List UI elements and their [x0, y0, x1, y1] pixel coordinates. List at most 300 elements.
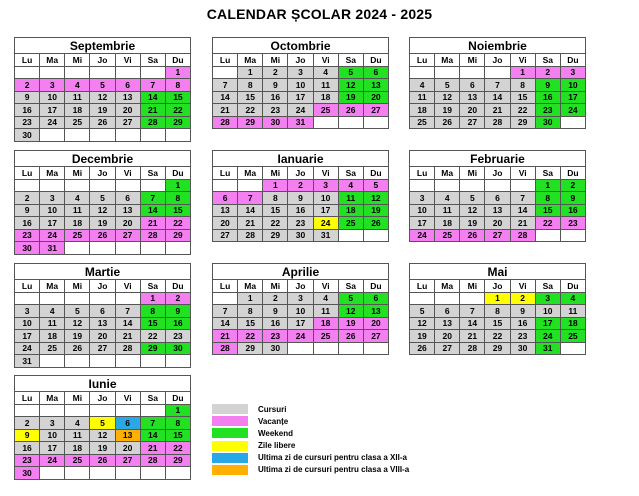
- weekday-header: Sa: [338, 54, 363, 67]
- day-cell: 8: [535, 192, 560, 205]
- day-cell: 27: [460, 116, 485, 129]
- day-cell: 10: [313, 192, 338, 205]
- month-name: Octombrie: [213, 38, 389, 54]
- day-cell: 25: [313, 330, 338, 343]
- empty-cell: [115, 404, 140, 417]
- day-cell: 7: [115, 305, 140, 318]
- day-cell: 23: [15, 454, 40, 467]
- day-cell: 19: [65, 330, 90, 343]
- day-cell: 23: [263, 330, 288, 343]
- day-cell: 17: [313, 204, 338, 217]
- day-cell: 1: [165, 66, 190, 79]
- day-cell: 4: [435, 192, 460, 205]
- month-calendar: [14, 37, 191, 142]
- empty-cell: [40, 129, 65, 142]
- day-cell: 27: [213, 229, 238, 242]
- day-cell: 31: [313, 229, 338, 242]
- day-cell: 13: [435, 317, 460, 330]
- day-cell: 4: [313, 66, 338, 79]
- empty-cell: [65, 66, 90, 79]
- weekday-header: Vi: [510, 54, 535, 67]
- weekday-header: Lu: [15, 167, 40, 180]
- weekday-header: Vi: [115, 280, 140, 293]
- day-cell: 14: [140, 429, 165, 442]
- day-cell: 2: [15, 192, 40, 205]
- weekday-header: Lu: [410, 167, 435, 180]
- day-cell: 18: [65, 104, 90, 117]
- day-cell: 13: [485, 204, 510, 217]
- day-cell: 9: [15, 91, 40, 104]
- day-cell: 5: [338, 292, 363, 305]
- day-cell: 5: [410, 305, 435, 318]
- day-cell: 9: [288, 192, 313, 205]
- weekday-header: Sa: [140, 280, 165, 293]
- day-cell: 9: [510, 305, 535, 318]
- day-cell: 16: [263, 317, 288, 330]
- weekday-header: Mi: [263, 280, 288, 293]
- day-cell: 17: [40, 442, 65, 455]
- empty-cell: [560, 342, 585, 355]
- legend-swatch: [212, 465, 248, 475]
- day-cell: 21: [213, 330, 238, 343]
- day-cell: 7: [213, 305, 238, 318]
- day-cell: 26: [65, 342, 90, 355]
- month-calendar: [409, 37, 586, 129]
- empty-cell: [140, 404, 165, 417]
- empty-cell: [90, 242, 115, 255]
- day-cell: 13: [115, 91, 140, 104]
- day-cell: 6: [485, 192, 510, 205]
- day-cell: 8: [165, 417, 190, 430]
- day-cell: 29: [510, 116, 535, 129]
- day-cell: 21: [213, 104, 238, 117]
- weekday-header: Du: [560, 54, 585, 67]
- day-cell: 6: [213, 192, 238, 205]
- day-cell: 17: [410, 217, 435, 230]
- day-cell: 28: [213, 116, 238, 129]
- legend-label: Zile libere: [258, 441, 296, 451]
- day-cell: 20: [115, 442, 140, 455]
- weekday-header: Jo: [90, 392, 115, 405]
- empty-cell: [435, 292, 460, 305]
- day-cell: 3: [40, 417, 65, 430]
- day-cell: 3: [15, 305, 40, 318]
- day-cell: 23: [15, 229, 40, 242]
- legend-swatch: [212, 404, 248, 414]
- day-cell: 21: [140, 217, 165, 230]
- month-calendar: [212, 150, 389, 242]
- weekday-header: Jo: [288, 280, 313, 293]
- day-cell: 4: [65, 417, 90, 430]
- day-cell: 2: [15, 417, 40, 430]
- day-cell: 24: [410, 229, 435, 242]
- day-cell: 1: [485, 292, 510, 305]
- day-cell: 6: [115, 417, 140, 430]
- weekday-header: Vi: [115, 167, 140, 180]
- day-cell: 30: [165, 342, 190, 355]
- legend-label: Weekend: [258, 428, 293, 438]
- weekday-header: Ma: [238, 167, 263, 180]
- empty-cell: [510, 179, 535, 192]
- day-cell: 27: [485, 229, 510, 242]
- day-cell: 21: [140, 442, 165, 455]
- empty-cell: [338, 229, 363, 242]
- empty-cell: [65, 242, 90, 255]
- weekday-header: Mi: [65, 280, 90, 293]
- day-cell: 20: [460, 104, 485, 117]
- day-cell: 1: [535, 179, 560, 192]
- day-cell: 21: [238, 217, 263, 230]
- day-cell: 21: [460, 330, 485, 343]
- day-cell: 7: [140, 79, 165, 92]
- weekday-header: Ma: [435, 54, 460, 67]
- day-cell: 18: [560, 317, 585, 330]
- day-cell: 5: [435, 79, 460, 92]
- weekday-header: Vi: [510, 280, 535, 293]
- weekday-header: Du: [165, 280, 190, 293]
- day-cell: 13: [115, 204, 140, 217]
- day-cell: 7: [485, 79, 510, 92]
- weekday-header: Jo: [485, 167, 510, 180]
- day-cell: 18: [410, 104, 435, 117]
- weekday-header: Du: [165, 54, 190, 67]
- day-cell: 12: [65, 317, 90, 330]
- day-cell: 23: [288, 217, 313, 230]
- day-cell: 4: [560, 292, 585, 305]
- legend-item: [212, 403, 409, 415]
- day-cell: 3: [288, 292, 313, 305]
- weekday-header: Lu: [15, 280, 40, 293]
- weekday-header: Du: [165, 392, 190, 405]
- day-cell: 28: [460, 342, 485, 355]
- empty-cell: [65, 355, 90, 368]
- empty-cell: [65, 179, 90, 192]
- day-cell: 21: [485, 104, 510, 117]
- weekday-header: Lu: [213, 54, 238, 67]
- day-cell: 9: [263, 79, 288, 92]
- day-cell: 5: [338, 66, 363, 79]
- day-cell: 11: [65, 204, 90, 217]
- empty-cell: [363, 116, 388, 129]
- empty-cell: [65, 129, 90, 142]
- day-cell: 6: [363, 66, 388, 79]
- day-cell: 29: [238, 342, 263, 355]
- empty-cell: [410, 179, 435, 192]
- day-cell: 15: [510, 91, 535, 104]
- weekday-header: Vi: [115, 54, 140, 67]
- empty-cell: [40, 292, 65, 305]
- day-cell: 18: [435, 217, 460, 230]
- day-cell: 24: [288, 330, 313, 343]
- day-cell: 2: [15, 79, 40, 92]
- day-cell: 3: [288, 66, 313, 79]
- weekday-header: Jo: [485, 54, 510, 67]
- weekday-header: Mi: [65, 54, 90, 67]
- day-cell: 3: [410, 192, 435, 205]
- weekday-header: Mi: [460, 280, 485, 293]
- day-cell: 5: [90, 79, 115, 92]
- day-cell: 15: [165, 429, 190, 442]
- day-cell: 11: [313, 305, 338, 318]
- month-name: Ianuarie: [213, 151, 389, 167]
- day-cell: 6: [115, 79, 140, 92]
- day-cell: 1: [238, 66, 263, 79]
- empty-cell: [90, 404, 115, 417]
- legend-item: [212, 464, 409, 476]
- empty-cell: [65, 292, 90, 305]
- day-cell: 8: [510, 79, 535, 92]
- day-cell: 14: [485, 91, 510, 104]
- day-cell: 30: [15, 467, 40, 480]
- day-cell: 9: [165, 305, 190, 318]
- day-cell: 8: [165, 192, 190, 205]
- day-cell: 19: [90, 217, 115, 230]
- empty-cell: [435, 66, 460, 79]
- empty-cell: [90, 129, 115, 142]
- empty-cell: [115, 242, 140, 255]
- legend-swatch: [212, 453, 248, 463]
- legend-item: [212, 452, 409, 464]
- day-cell: 18: [65, 442, 90, 455]
- empty-cell: [363, 229, 388, 242]
- day-cell: 27: [115, 454, 140, 467]
- day-cell: 15: [238, 317, 263, 330]
- day-cell: 6: [363, 292, 388, 305]
- day-cell: 27: [363, 330, 388, 343]
- day-cell: 3: [40, 79, 65, 92]
- weekday-header: Sa: [338, 167, 363, 180]
- day-cell: 20: [213, 217, 238, 230]
- day-cell: 22: [485, 330, 510, 343]
- day-cell: 25: [65, 116, 90, 129]
- day-cell: 28: [485, 116, 510, 129]
- day-cell: 19: [363, 204, 388, 217]
- day-cell: 19: [90, 104, 115, 117]
- empty-cell: [140, 467, 165, 480]
- day-cell: 24: [40, 229, 65, 242]
- day-cell: 22: [165, 442, 190, 455]
- legend-label: Ultima zi de cursuri pentru clasa a VIII-a: [258, 465, 410, 475]
- day-cell: 31: [40, 242, 65, 255]
- empty-cell: [410, 292, 435, 305]
- empty-cell: [140, 129, 165, 142]
- weekday-header: Sa: [338, 280, 363, 293]
- empty-cell: [460, 179, 485, 192]
- day-cell: 6: [435, 305, 460, 318]
- day-cell: 14: [238, 204, 263, 217]
- legend-label: Vacanțe: [258, 416, 289, 426]
- day-cell: 23: [263, 104, 288, 117]
- day-cell: 10: [40, 204, 65, 217]
- day-cell: 31: [535, 342, 560, 355]
- month-calendar: [14, 375, 191, 480]
- day-cell: 10: [560, 79, 585, 92]
- weekday-header: Du: [560, 167, 585, 180]
- day-cell: 11: [338, 192, 363, 205]
- day-cell: 1: [263, 179, 288, 192]
- day-cell: 6: [460, 79, 485, 92]
- day-cell: 15: [165, 91, 190, 104]
- day-cell: 30: [15, 129, 40, 142]
- day-cell: 12: [90, 204, 115, 217]
- day-cell: 30: [510, 342, 535, 355]
- empty-cell: [363, 342, 388, 355]
- month-name: Martie: [15, 264, 191, 280]
- day-cell: 5: [90, 417, 115, 430]
- day-cell: 12: [363, 192, 388, 205]
- day-cell: 15: [165, 204, 190, 217]
- day-cell: 12: [90, 91, 115, 104]
- day-cell: 28: [115, 342, 140, 355]
- day-cell: 16: [15, 217, 40, 230]
- empty-cell: [338, 116, 363, 129]
- day-cell: 28: [238, 229, 263, 242]
- day-cell: 3: [40, 192, 65, 205]
- day-cell: 24: [40, 116, 65, 129]
- weekday-header: Vi: [313, 280, 338, 293]
- day-cell: 21: [115, 330, 140, 343]
- day-cell: 20: [115, 217, 140, 230]
- day-cell: 16: [510, 317, 535, 330]
- weekday-header: Mi: [65, 167, 90, 180]
- empty-cell: [115, 179, 140, 192]
- day-cell: 17: [560, 91, 585, 104]
- legend-swatch: [212, 416, 248, 426]
- empty-cell: [40, 467, 65, 480]
- day-cell: 16: [15, 442, 40, 455]
- day-cell: 23: [165, 330, 190, 343]
- day-cell: 18: [313, 91, 338, 104]
- day-cell: 25: [65, 229, 90, 242]
- day-cell: 12: [460, 204, 485, 217]
- legend-swatch: [212, 441, 248, 451]
- day-cell: 8: [485, 305, 510, 318]
- empty-cell: [15, 292, 40, 305]
- day-cell: 5: [65, 305, 90, 318]
- weekday-header: Sa: [535, 167, 560, 180]
- day-cell: 4: [313, 292, 338, 305]
- legend-label: Ultima zi de cursuri pentru clasa a XII-a: [258, 453, 407, 463]
- day-cell: 22: [263, 217, 288, 230]
- empty-cell: [165, 129, 190, 142]
- day-cell: 29: [165, 116, 190, 129]
- month-calendar: [212, 263, 389, 355]
- day-cell: 4: [65, 192, 90, 205]
- day-cell: 18: [40, 330, 65, 343]
- month-name: Mai: [410, 264, 586, 280]
- weekday-header: Ma: [40, 167, 65, 180]
- day-cell: 8: [165, 79, 190, 92]
- empty-cell: [165, 355, 190, 368]
- weekday-header: Du: [363, 54, 388, 67]
- weekday-header: Du: [363, 280, 388, 293]
- day-cell: 31: [15, 355, 40, 368]
- day-cell: 28: [140, 454, 165, 467]
- day-cell: 11: [65, 429, 90, 442]
- empty-cell: [535, 229, 560, 242]
- day-cell: 14: [460, 317, 485, 330]
- day-cell: 10: [40, 91, 65, 104]
- weekday-header: Du: [363, 167, 388, 180]
- empty-cell: [15, 179, 40, 192]
- day-cell: 16: [263, 91, 288, 104]
- day-cell: 14: [140, 204, 165, 217]
- day-cell: 13: [363, 79, 388, 92]
- day-cell: 6: [115, 192, 140, 205]
- empty-cell: [485, 179, 510, 192]
- day-cell: 29: [140, 342, 165, 355]
- day-cell: 25: [338, 217, 363, 230]
- empty-cell: [115, 292, 140, 305]
- day-cell: 26: [410, 342, 435, 355]
- weekday-header: Jo: [288, 54, 313, 67]
- day-cell: 31: [288, 116, 313, 129]
- day-cell: 30: [263, 342, 288, 355]
- empty-cell: [40, 355, 65, 368]
- day-cell: 4: [40, 305, 65, 318]
- month-name: Februarie: [410, 151, 586, 167]
- empty-cell: [560, 116, 585, 129]
- day-cell: 10: [15, 317, 40, 330]
- legend-item: [212, 427, 409, 439]
- weekday-header: Vi: [510, 167, 535, 180]
- empty-cell: [213, 292, 238, 305]
- day-cell: 2: [263, 66, 288, 79]
- day-cell: 23: [510, 330, 535, 343]
- day-cell: 21: [510, 217, 535, 230]
- day-cell: 19: [460, 217, 485, 230]
- day-cell: 25: [410, 116, 435, 129]
- month-name: Septembrie: [15, 38, 191, 54]
- weekday-header: Mi: [65, 392, 90, 405]
- day-cell: 15: [238, 91, 263, 104]
- day-cell: 22: [165, 104, 190, 117]
- day-cell: 8: [140, 305, 165, 318]
- day-cell: 26: [363, 217, 388, 230]
- weekday-header: Jo: [90, 167, 115, 180]
- empty-cell: [338, 342, 363, 355]
- day-cell: 9: [535, 79, 560, 92]
- day-cell: 13: [115, 429, 140, 442]
- day-cell: 26: [90, 116, 115, 129]
- month-calendar: [14, 150, 191, 255]
- month-calendar: [409, 150, 586, 242]
- empty-cell: [140, 242, 165, 255]
- day-cell: 4: [65, 79, 90, 92]
- month-calendar: [212, 37, 389, 129]
- weekday-header: Du: [165, 167, 190, 180]
- day-cell: 28: [510, 229, 535, 242]
- empty-cell: [313, 116, 338, 129]
- day-cell: 22: [238, 104, 263, 117]
- day-cell: 14: [510, 204, 535, 217]
- day-cell: 11: [313, 79, 338, 92]
- empty-cell: [435, 179, 460, 192]
- weekday-header: Lu: [15, 392, 40, 405]
- day-cell: 10: [40, 429, 65, 442]
- day-cell: 29: [238, 116, 263, 129]
- month-name: Decembrie: [15, 151, 191, 167]
- day-cell: 6: [90, 305, 115, 318]
- day-cell: 23: [535, 104, 560, 117]
- weekday-header: Sa: [535, 54, 560, 67]
- day-cell: 16: [560, 204, 585, 217]
- day-cell: 25: [435, 229, 460, 242]
- day-cell: 24: [313, 217, 338, 230]
- day-cell: 25: [560, 330, 585, 343]
- day-cell: 25: [313, 104, 338, 117]
- day-cell: 19: [338, 91, 363, 104]
